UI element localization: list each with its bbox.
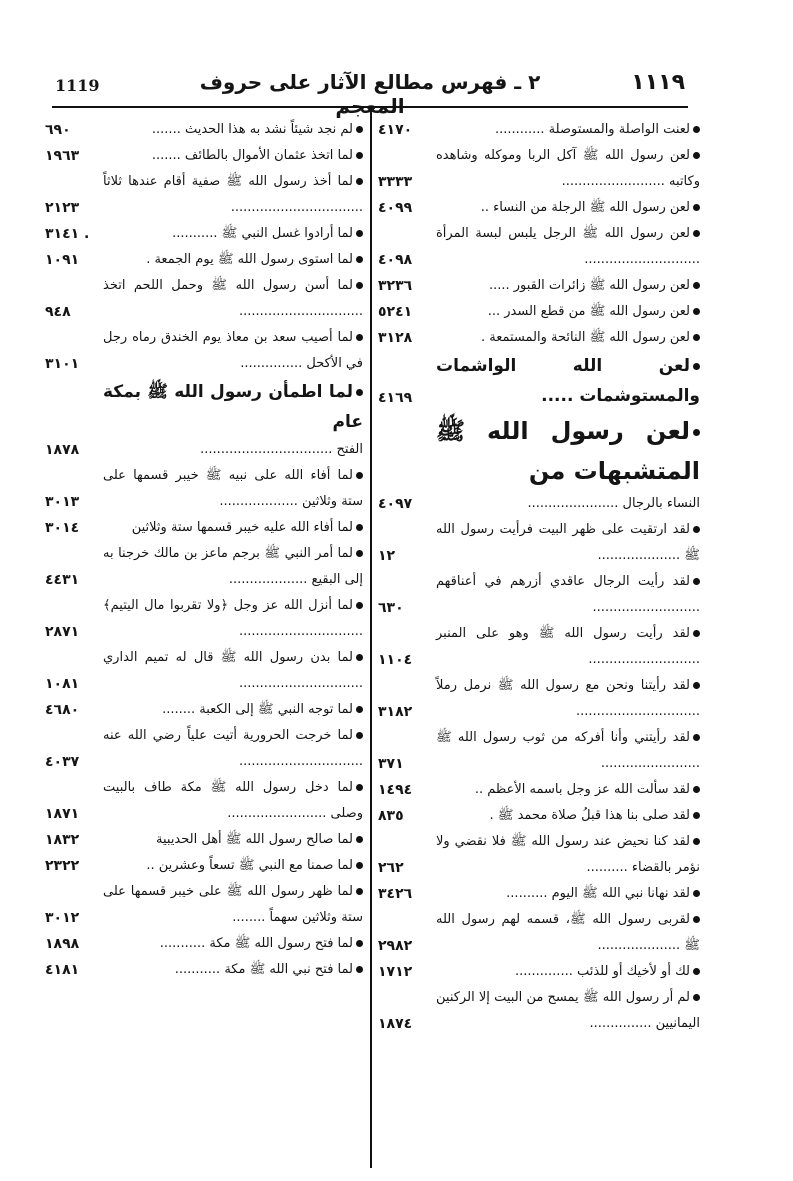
entry-label: لعن رسول الله ﷺ من قطع السدر ... [487, 304, 690, 319]
entry-text [436, 325, 700, 351]
index-entry [45, 593, 363, 645]
entry-text [436, 143, 700, 195]
entry-label: لما خرجت الحرورية أتيت علياً رضي الله عنه .............................. [103, 728, 363, 769]
index-entry [378, 143, 700, 195]
bullet-icon [693, 230, 700, 237]
entry-number: ٣١٢٨ [378, 330, 413, 346]
bullet-icon [693, 334, 700, 341]
entry-label: لما استوى رسول الله ﷺ يوم الجمعة . [146, 252, 353, 267]
entry-number: ٢١٢٣ [45, 200, 80, 216]
index-entry [378, 803, 700, 829]
index-entry [45, 169, 363, 221]
index-entry [378, 411, 700, 491]
index-entry [378, 491, 700, 517]
entry-label: لما أنزل الله عز وجل ﴿ولا تقربوا مال اليتيم﴾ .............................. [103, 598, 363, 639]
entry-label: لما صالح رسول الله ﷺ أهل الحديبية [156, 832, 353, 847]
index-entry [45, 853, 363, 879]
entry-number: ٦٩٠ [45, 122, 71, 138]
index-entry [45, 879, 363, 931]
bullet-icon [356, 784, 363, 791]
entry-text [103, 827, 363, 853]
entry-number: ٤١٨١ [45, 962, 80, 978]
bullet-icon [356, 389, 363, 396]
entry-label: لم أر رسول الله ﷺ يمسح من البيت إلا الركنين اليمانيين ............... [436, 990, 700, 1031]
bullet-icon [693, 429, 700, 436]
entry-label: لم نجد شيئاً نشد به هذا الحديث ....... [151, 122, 353, 137]
entry-number: ٣٠١٢ [45, 910, 80, 926]
bullet-icon [356, 602, 363, 609]
entry-number: ٣١٠١ [45, 356, 80, 372]
bullet-icon [356, 524, 363, 531]
index-entry [45, 723, 363, 775]
entry-label: لعن رسول الله ﷺ النائحة والمستمعة . [480, 330, 690, 345]
entry-number: ٢٣٢٢ [45, 858, 80, 874]
bullet-icon [356, 230, 363, 237]
bullet-icon [356, 178, 363, 185]
index-entry [378, 829, 700, 881]
page-number-arabic: ١١١٩ [631, 70, 685, 95]
index-entry [378, 299, 700, 325]
entry-number: ١٨٧٤ [378, 1016, 413, 1032]
index-entry [45, 775, 363, 827]
entry-text [436, 221, 700, 273]
entry-number: ١٨٣٢ [45, 832, 80, 848]
entry-number: ٤٠٩٧ [378, 496, 413, 512]
bullet-icon [693, 578, 700, 585]
index-entry [45, 931, 363, 957]
entry-number: ١٠٩١ [45, 252, 80, 268]
page-header [55, 66, 685, 118]
entry-label: لعنت الواصلة والمستوصلة ............ [494, 122, 690, 137]
bullet-icon [693, 152, 700, 159]
entry-text [436, 569, 700, 621]
entry-label: لعن رسول الله ﷺ المتشبهات من [436, 417, 700, 485]
entry-text [103, 931, 363, 957]
entry-text [436, 777, 700, 803]
bullet-icon [356, 282, 363, 289]
bullet-icon [356, 654, 363, 661]
bullet-icon [356, 732, 363, 739]
bullet-icon [693, 812, 700, 819]
entry-text [103, 117, 363, 143]
entry-label: لقد رأيت الرجال عاقدي أزرهم في أعناقهم .......................... [436, 574, 700, 615]
page-number-latin: 1119 [55, 76, 100, 95]
bullet-icon [356, 940, 363, 947]
entry-text [436, 273, 700, 299]
entry-label: لما أخذ رسول الله ﷺ صفية أقام عندها ثلاثاً ................................ [103, 174, 363, 215]
index-entry [378, 569, 700, 621]
entry-text [103, 723, 363, 775]
entry-number: ٢٩٨٢ [378, 938, 413, 954]
entry-number: ٨٣٥ [378, 808, 404, 824]
index-entry [378, 881, 700, 907]
entry-number: ٣١٤١ . [45, 226, 90, 242]
bullet-icon [356, 550, 363, 557]
bullet-icon [693, 838, 700, 845]
bullet-icon [693, 308, 700, 315]
index-entry [45, 697, 363, 723]
entry-text [436, 959, 700, 985]
right-column [378, 117, 700, 1037]
entry-number: ٤٠٩٨ [378, 252, 413, 268]
index-entry [45, 377, 363, 437]
index-entry [378, 959, 700, 985]
entry-number: ٤٦٨٠ [45, 702, 80, 718]
entry-label: لقربى رسول الله ﷺ، قسمه لهم رسول الله ﷺ .................... [436, 912, 700, 953]
bullet-icon [693, 282, 700, 289]
entry-label: لما صمنا مع النبي ﷺ تسعاً وعشرين .. [146, 858, 353, 873]
entry-text [436, 673, 700, 725]
entry-label: لقد رأيت رسول الله ﷺ وهو على المنبر ........................... [436, 626, 700, 667]
entry-label: الفتح ................................ [200, 442, 363, 457]
index-entry [378, 985, 700, 1037]
column-divider [370, 108, 372, 1168]
entry-text [436, 517, 700, 569]
entry-text [103, 221, 363, 247]
entry-number: ٣٤٢٦ [378, 886, 413, 902]
entry-text [103, 775, 363, 827]
index-entry [378, 351, 700, 411]
index-entry [378, 273, 700, 299]
entry-label: لما أمر النبي ﷺ برجم ماعز بن مالك خرجنا به إلى البقيع ................... [103, 546, 363, 587]
bullet-icon [693, 786, 700, 793]
entry-number: ١٨٧١ [45, 806, 80, 822]
entry-text [103, 273, 363, 325]
bullet-icon [356, 966, 363, 973]
entry-label: لما توجه النبي ﷺ إلى الكعبة ........ [162, 702, 353, 717]
entry-label: لقد نهانا نبي الله ﷺ اليوم .......... [506, 886, 690, 901]
entry-label: النساء بالرجال ...................... [527, 496, 700, 511]
entry-label: لقد كنا نحيض عند رسول الله ﷺ فلا نقضي ولا نؤمر بالقضاء .......... [436, 834, 700, 875]
entry-text [436, 881, 700, 907]
entry-text [436, 411, 700, 491]
entry-text [103, 325, 363, 377]
index-entry [45, 645, 363, 697]
entry-number: ٤٠٩٩ [378, 200, 413, 216]
bullet-icon [693, 204, 700, 211]
entry-number: ٤٤٣١ [45, 572, 80, 588]
entry-text [103, 463, 363, 515]
entry-label: لعن رسول الله ﷺ زائرات القبور ..... [488, 278, 690, 293]
entry-text [103, 169, 363, 221]
entry-text [103, 437, 363, 463]
entry-label: لما أصيب سعد بن معاذ يوم الخندق رماه رجل في الأكحل ............... [103, 330, 363, 371]
entry-label: لما ظهر رسول الله ﷺ على خيبر قسمها على ستة وثلاثين سهماً ........ [103, 884, 363, 925]
index-entry [45, 827, 363, 853]
entry-number: ٣٧١ [378, 756, 404, 772]
entry-number: ٣٠١٣ [45, 494, 80, 510]
bullet-icon [356, 706, 363, 713]
index-entry [45, 437, 363, 463]
entry-label: لقد رأيتنا ونحن مع رسول الله ﷺ نرمل رملاً .............................. [436, 678, 700, 719]
entry-text [103, 541, 363, 593]
entry-number: ٣١٨٢ [378, 704, 413, 720]
entry-label: لقد سألت الله عز وجل باسمه الأعظم .. [474, 782, 690, 797]
entry-label: لعن رسول الله ﷺ الرجلة من النساء .. [480, 200, 690, 215]
bullet-icon [356, 836, 363, 843]
page-title: ٢ ـ فهرس مطالع الآثار على حروف المعجم [199, 70, 541, 118]
entry-number: ١٤٩٤ [378, 782, 413, 798]
entry-text [436, 725, 700, 777]
entry-text [103, 645, 363, 697]
entry-label: لما أرادوا غسل النبي ﷺ ........... [172, 226, 353, 241]
index-entry [45, 515, 363, 541]
entry-number: ٤١٦٩ [378, 390, 413, 406]
index-entry [45, 273, 363, 325]
index-entry [378, 777, 700, 803]
index-entry [378, 517, 700, 569]
entry-label: لقد ارتقيت على ظهر البيت فرأيت رسول الله ﷺ .................... [436, 522, 700, 563]
entry-number: ٦٣٠ [378, 600, 404, 616]
index-entry [45, 541, 363, 593]
bullet-icon [356, 152, 363, 159]
entry-number: ١٠٨١ [45, 676, 80, 692]
bullet-icon [356, 126, 363, 133]
index-entry [45, 221, 363, 247]
entry-number: ٣٠١٤ [45, 520, 80, 536]
entry-number: ١٨٩٨ [45, 936, 80, 952]
entry-text [436, 491, 700, 517]
entry-text [103, 957, 363, 983]
bullet-icon [693, 734, 700, 741]
entry-text [436, 117, 700, 143]
index-entry [378, 673, 700, 725]
index-entry [45, 117, 363, 143]
entry-number: ٤٠٣٧ [45, 754, 80, 770]
bullet-icon [356, 888, 363, 895]
entry-number: ٩٤٨ [45, 304, 71, 320]
entry-text [436, 621, 700, 673]
entry-label: لما أسن رسول الله ﷺ وحمل اللحم اتخذ .............................. [103, 278, 363, 319]
entry-label: لما اتخذ عثمان الأموال بالطائف ....... [151, 148, 353, 163]
bullet-icon [693, 890, 700, 897]
entry-text [436, 351, 700, 411]
entry-text [436, 985, 700, 1037]
entry-text [103, 515, 363, 541]
bullet-icon [693, 363, 700, 370]
bullet-icon [693, 126, 700, 133]
entry-label: لما بدن رسول الله ﷺ قال له تميم الداري .............................. [103, 650, 363, 691]
entry-text [436, 803, 700, 829]
entry-text [103, 879, 363, 931]
index-entry [378, 221, 700, 273]
index-entry [378, 725, 700, 777]
entry-label: لقد رأيتني وأنا أفركه من ثوب رسول الله ﷺ ........................ [436, 730, 700, 771]
entry-label: لما دخل رسول الله ﷺ مكة طاف بالبيت وصلى ........................ [103, 780, 363, 821]
index-entry [45, 463, 363, 515]
index-entry [45, 143, 363, 169]
entry-number: ٢٨٧١ [45, 624, 80, 640]
index-entry [45, 247, 363, 273]
entry-number: ٣٣٣٣ [378, 174, 413, 190]
entry-number: ١٧١٢ [378, 964, 413, 980]
entry-text [436, 829, 700, 881]
bullet-icon [356, 334, 363, 341]
index-entry [378, 117, 700, 143]
index-entry [378, 195, 700, 221]
entry-number: ١١٠٤ [378, 652, 413, 668]
bullet-icon [693, 916, 700, 923]
index-entry [378, 907, 700, 959]
entry-text [436, 195, 700, 221]
entry-number: ١٩٦٣ [45, 148, 80, 164]
bullet-icon [356, 472, 363, 479]
left-column [45, 117, 363, 983]
entry-number: ١٨٧٨ [45, 442, 80, 458]
entry-label: لما فتح رسول الله ﷺ مكة ........... [159, 936, 353, 951]
bullet-icon [356, 256, 363, 263]
entry-number: ٥٢٤١ [378, 304, 413, 320]
entry-label: لما أفاء الله عليه خيبر قسمها ستة وثلاثين [131, 520, 353, 535]
entry-number: ١٢ [378, 548, 396, 564]
entry-label: لعن رسول الله ﷺ الرجل يلبس لبسة المرأة ............................ [436, 226, 700, 267]
entry-number: ٣٢٣٦ [378, 278, 413, 294]
index-entry [378, 621, 700, 673]
entry-text [103, 377, 363, 437]
entry-text [103, 697, 363, 723]
bullet-icon [693, 630, 700, 637]
entry-text [103, 853, 363, 879]
entry-number: ٢٦٢ [378, 860, 404, 876]
bullet-icon [693, 526, 700, 533]
bullet-icon [356, 862, 363, 869]
entry-number: ٤١٧٠ [378, 122, 413, 138]
entry-text [436, 907, 700, 959]
bullet-icon [693, 682, 700, 689]
bullet-icon [693, 994, 700, 1001]
bullet-icon [693, 968, 700, 975]
entry-label: لقد صلى بنا هذا قبلُ صلاة محمد ﷺ . [489, 808, 690, 823]
entry-label: لعن رسول الله ﷺ آكل الربا وموكله وشاهده وكاتبه ......................... [436, 148, 700, 189]
index-entry [45, 325, 363, 377]
entry-text [103, 247, 363, 273]
index-entry [378, 325, 700, 351]
entry-text [103, 593, 363, 645]
entry-label: لعن الله الواشمات والمستوشمات ..... [436, 356, 700, 406]
entry-label: لما أفاء الله على نبيه ﷺ خيبر قسمها على ستة وثلاثين ................... [103, 468, 363, 509]
entry-label: لما فتح نبي الله ﷺ مكة ........... [174, 962, 353, 977]
entry-label: لك أو لأخيك أو للذئب .............. [514, 964, 690, 979]
entry-text [436, 299, 700, 325]
entry-label: لما اطمأن رسول الله ﷺ بمكة عام [103, 382, 363, 432]
entry-text [103, 143, 363, 169]
index-entry [45, 957, 363, 983]
